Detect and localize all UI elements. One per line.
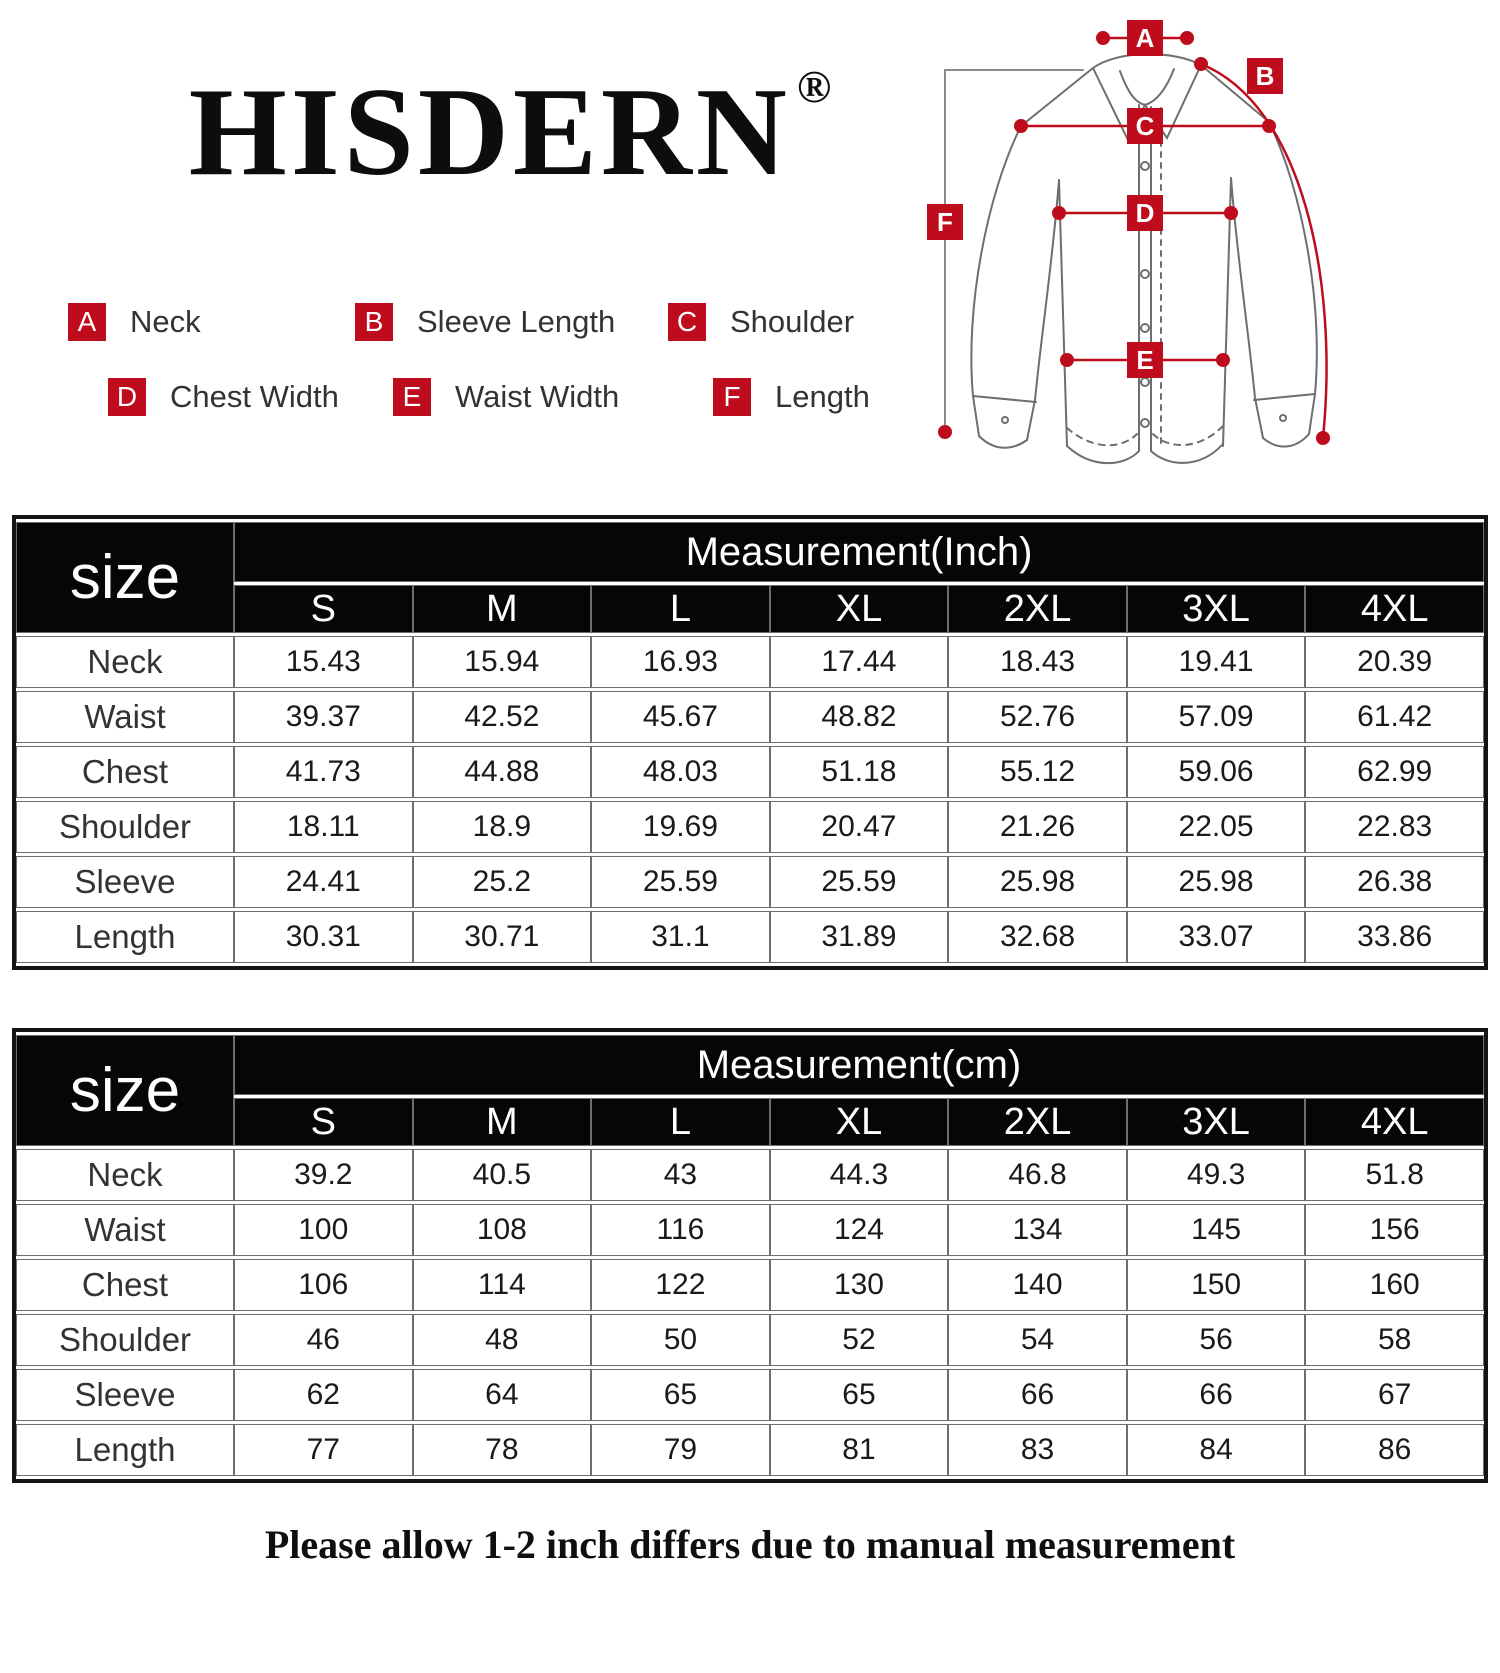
measurement-cell: 58 [1305,1314,1484,1366]
row-label: Shoulder [16,1314,234,1366]
measurement-cell: 124 [770,1204,949,1256]
table-title-row [16,1035,1484,1095]
table-row [16,1259,1484,1311]
measurement-cell: 77 [234,1424,413,1476]
column-header: 4XL [1305,585,1484,633]
size-columns-row [16,585,1484,633]
measurement-cell: 65 [770,1369,949,1421]
measurement-cell: 134 [948,1204,1127,1256]
marker-e-label: E [1136,345,1154,375]
column-header: M [413,585,592,633]
measurement-disclaimer: Please allow 1-2 inch differs due to manual measurement [264,1522,1236,1567]
measurement-cell: 59.06 [1127,746,1306,798]
measurement-cell: 66 [1127,1369,1306,1421]
brand-name: HISDERN [188,63,791,202]
table-row [16,1149,1484,1201]
shirt-measurement-diagram [915,8,1490,473]
measurement-cell: 86 [1305,1424,1484,1476]
table-row [16,856,1484,908]
row-label: Chest [16,746,234,798]
measurement-cell: 61.42 [1305,691,1484,743]
measurement-cell: 51.8 [1305,1149,1484,1201]
table-row [16,1369,1484,1421]
measurement-cell: 18.11 [234,801,413,853]
measurement-cell: 84 [1127,1424,1306,1476]
measurement-cell: 20.39 [1305,636,1484,688]
legend-item-shoulder [668,303,854,341]
measurement-cell: 42.52 [413,691,592,743]
measurement-cell: 55.12 [948,746,1127,798]
measurement-cell: 20.47 [770,801,949,853]
row-label: Length [16,911,234,963]
column-header: XL [770,585,949,633]
legend-label: Length [775,379,870,414]
row-label: Waist [16,1204,234,1256]
row-label: Waist [16,691,234,743]
measurement-cell: 33.86 [1305,911,1484,963]
measurement-cell: 46.8 [948,1149,1127,1201]
column-header: 4XL [1305,1098,1484,1146]
legend-label: Neck [130,304,201,339]
measurement-cell: 46 [234,1314,413,1366]
measurement-cell: 51.18 [770,746,949,798]
measurement-cell: 30.31 [234,911,413,963]
measurement-cell: 66 [948,1369,1127,1421]
measurement-cell: 52.76 [948,691,1127,743]
measurement-cell: 25.59 [770,856,949,908]
measurement-cell: 106 [234,1259,413,1311]
measurement-lines [1021,38,1327,438]
legend-label: Sleeve Length [417,304,616,339]
legend-key-b: B [355,303,393,341]
legend-label: Shoulder [730,304,855,339]
size-columns-row [16,1098,1484,1146]
measurement-cell: 15.94 [413,636,592,688]
measurement-cell: 48 [413,1314,592,1366]
measurement-cell: 24.41 [234,856,413,908]
table-row [16,636,1484,688]
table-row [16,691,1484,743]
measurement-cell: 48.82 [770,691,949,743]
table-body [16,636,1484,963]
measurement-cell: 15.43 [234,636,413,688]
measurement-cell: 156 [1305,1204,1484,1256]
table-row [16,746,1484,798]
table-title-row [16,522,1484,582]
measurement-cell: 52 [770,1314,949,1366]
measurement-table-inch [12,515,1488,970]
measurement-cell: 100 [234,1204,413,1256]
measurement-cell: 41.73 [234,746,413,798]
legend-label: Chest Width [170,379,339,414]
measurement-cell: 56 [1127,1314,1306,1366]
measurement-cell: 145 [1127,1204,1306,1256]
measurement-cell: 31.1 [591,911,770,963]
legend-item-length [713,378,870,416]
legend-label: Waist Width [455,379,620,414]
measurement-cell: 25.98 [1127,856,1306,908]
row-label: Length [16,1424,234,1476]
measurement-cell: 25.2 [413,856,592,908]
column-header: 2XL [948,1098,1127,1146]
measurement-cell: 114 [413,1259,592,1311]
brand-logo [140,48,880,218]
measurement-cell: 44.3 [770,1149,949,1201]
measurement-cell: 22.05 [1127,801,1306,853]
measurement-cell: 26.38 [1305,856,1484,908]
measurement-cell: 62 [234,1369,413,1421]
measurement-cell: 25.98 [948,856,1127,908]
column-header: XL [770,1098,949,1146]
measurement-cell: 140 [948,1259,1127,1311]
measurement-cell: 79 [591,1424,770,1476]
measurement-cell: 83 [948,1424,1127,1476]
measurement-table-cm [12,1028,1488,1483]
measurement-cell: 44.88 [413,746,592,798]
table-row [16,911,1484,963]
row-label: Sleeve [16,856,234,908]
legend-item-waist-width [393,378,619,416]
row-label: Shoulder [16,801,234,853]
measurement-cell: 50 [591,1314,770,1366]
size-corner-label: size [16,1035,234,1146]
legend-key-d: D [108,378,146,416]
column-header: L [591,1098,770,1146]
table-row [16,801,1484,853]
measurement-cell: 17.44 [770,636,949,688]
marker-f-label: F [937,207,953,237]
measurement-cell: 81 [770,1424,949,1476]
measurement-cell: 67 [1305,1369,1484,1421]
column-header: 2XL [948,585,1127,633]
measurement-cell: 33.07 [1127,911,1306,963]
marker-d-label: D [1135,198,1155,228]
row-label: Chest [16,1259,234,1311]
measurement-cell: 18.43 [948,636,1127,688]
measurement-cell: 32.68 [948,911,1127,963]
legend-key-f: F [713,378,751,416]
measurement-cell: 64 [413,1369,592,1421]
table-row [16,1424,1484,1476]
marker-a-label: A [1135,23,1155,53]
column-header: M [413,1098,592,1146]
measurement-cell: 22.83 [1305,801,1484,853]
measurement-cell: 62.99 [1305,746,1484,798]
marker-b-label: B [1255,61,1275,91]
legend-key-c: C [668,303,706,341]
legend-item-chest-width [108,378,339,416]
column-header: S [234,585,413,633]
measurement-cell: 19.69 [591,801,770,853]
table-title: Measurement(Inch) [234,522,1484,582]
row-label: Neck [16,636,234,688]
measurement-cell: 16.93 [591,636,770,688]
measurement-cell: 31.89 [770,911,949,963]
table-row [16,1314,1484,1366]
measurement-cell: 160 [1305,1259,1484,1311]
measurement-cell: 122 [591,1259,770,1311]
measurement-cell: 48.03 [591,746,770,798]
marker-c-label: C [1135,111,1155,141]
table-row [16,1204,1484,1256]
measurement-cell: 18.9 [413,801,592,853]
measurement-cell: 39.37 [234,691,413,743]
measurement-cell: 78 [413,1424,592,1476]
measurement-cell: 49.3 [1127,1149,1306,1201]
measurement-cell: 45.67 [591,691,770,743]
measurement-cell: 43 [591,1149,770,1201]
measurement-cell: 130 [770,1259,949,1311]
column-header: L [591,585,770,633]
measurement-cell: 150 [1127,1259,1306,1311]
measurement-cell: 40.5 [413,1149,592,1201]
row-label: Sleeve [16,1369,234,1421]
table-title: Measurement(cm) [234,1035,1484,1095]
measurement-cell: 39.2 [234,1149,413,1201]
measurement-cell: 25.59 [591,856,770,908]
column-header: 3XL [1127,585,1306,633]
measurement-cell: 116 [591,1204,770,1256]
measurement-cell: 108 [413,1204,592,1256]
measurement-cell: 57.09 [1127,691,1306,743]
measurement-cell: 65 [591,1369,770,1421]
measurement-cell: 19.41 [1127,636,1306,688]
column-header: 3XL [1127,1098,1306,1146]
table-body [16,1149,1484,1476]
legend-item-sleeve-length [355,303,615,341]
legend-item-neck [68,303,201,341]
legend-key-a: A [68,303,106,341]
size-corner-label: size [16,522,234,633]
column-header: S [234,1098,413,1146]
measurement-cell: 54 [948,1314,1127,1366]
registered-trademark-symbol: ® [796,61,832,112]
row-label: Neck [16,1149,234,1201]
legend-key-e: E [393,378,431,416]
measurement-cell: 30.71 [413,911,592,963]
measurement-cell: 21.26 [948,801,1127,853]
